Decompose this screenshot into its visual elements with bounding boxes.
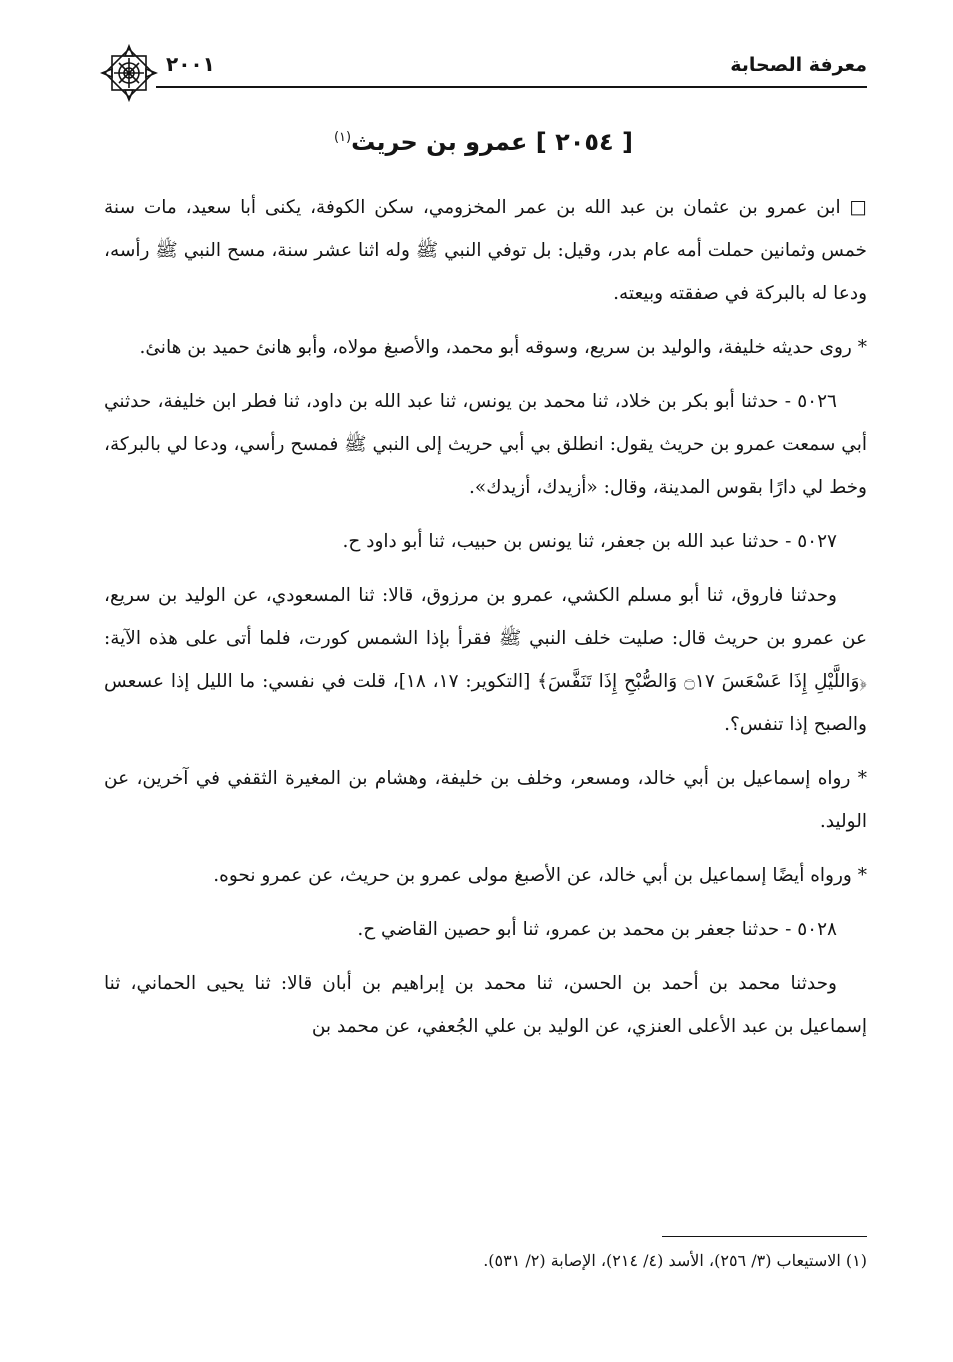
paragraph-hadith-5027: ٥٠٢٧ - حدثنا عبد الله بن جعفر، ثنا يونس بن حبيب، ثنا أبو داود ح.: [342, 531, 837, 552]
paragraph-narrators: * روى حديثه خليفة، والوليد بن سريع، وسوقه أبو محمد، والأصبغ مولاه، وأبو هانئ حميد بن هانئ.: [139, 337, 867, 358]
paragraph-biography: □ ابن عمرو بن عثمان بن عبد الله بن عمر المخزومي، سكن الكوفة، يكنى أبا سعيد، مات سنة خمس وثمانين حملت أمه عام بدر، وقيل: بل توفي النبي ﷺ وله اثنا عشر سنة، مسح النبي ﷺ رأسه، ودعا له بالبركة في صفقته وبيعته.: [104, 197, 867, 304]
paragraph-narration-note-2: * ورواه أيضًا إسماعيل بن أبي خالد، عن الأصبغ مولى عمرو بن حريث، عن عمرو نحوه.: [213, 865, 867, 886]
octagonal-star-ornament-icon: [100, 44, 158, 102]
footnote: (١) الاستيعاب (٣/ ٢٥٦)، الأسد (٤/ ٢١٤)، الإصابة (٢/ ٥٣١).: [483, 1251, 867, 1270]
paragraph-narration-note-1: * رواه إسماعيل بن أبي خالد، ومسعر، وخلف بن خليفة، وهشام بن المغيرة الثقفي في آخرين، عن الوليد.: [104, 768, 867, 832]
entry-title: [100, 128, 867, 156]
header-rule: [156, 86, 867, 88]
paragraph-hadith-5028: ٥٠٢٨ - حدثنا جعفر بن محمد بن عمرو، ثنا أبو حصين القاضي ح.: [357, 919, 837, 940]
paragraph-hadith-5028-continued: وحدثنا محمد بن أحمد بن الحسن، ثنا محمد بن إبراهيم بن أبان قالا: ثنا يحيى الحماني، ثنا إسماعيل بن عبد الأعلى العنزي، عن الوليد بن علي الجُعفي، عن محمد بن: [104, 973, 867, 1037]
entry-title-text: [ ٢٠٥٤ ] عمرو بن حريث: [351, 128, 634, 156]
page-number: ٢٠٠١: [166, 52, 215, 76]
page-header: [100, 48, 867, 98]
body-text: [104, 186, 867, 1059]
footnote-rule: [662, 1236, 867, 1237]
paragraph-hadith-5026: ٥٠٢٦ - حدثنا أبو بكر بن خلاد، ثنا محمد بن يونس، ثنا عبد الله بن داود، ثنا فطر ابن خليفة، حدثني أبي سمعت عمرو بن حريث يقول: انطلق بي أبي حريث إلى النبي ﷺ فمسح رأسي، ودعا لي بالبركة، وخط لي دارًا بقوس المدينة، وقال: «أزيدك، أزيدك».: [104, 391, 867, 498]
paragraph-hadith-5027-continued: وحدثنا فاروق، ثنا أبو مسلم الكشي، عمرو بن مرزوق، قالا: ثنا المسعودي، عن الوليد بن سريع، عن عمرو بن حريث قال: صليت خلف النبي ﷺ فقرأ بإذا الشمس كورت، فلما أتى على هذه الآية: ﴿وَاللَّيْلِ إِذَا عَسْعَسَ ۝١٧ وَالصُّبْحِ إِذَا تَنَفَّسَ﴾ [التكوير: ١٧، ١٨]، قلت في نفسي: ما الليل إذا عسعس والصبح إذا تنفس؟.: [104, 585, 868, 735]
running-title: معرفة الصحابة: [730, 54, 867, 76]
footnote-reference: (١): [333, 130, 352, 145]
